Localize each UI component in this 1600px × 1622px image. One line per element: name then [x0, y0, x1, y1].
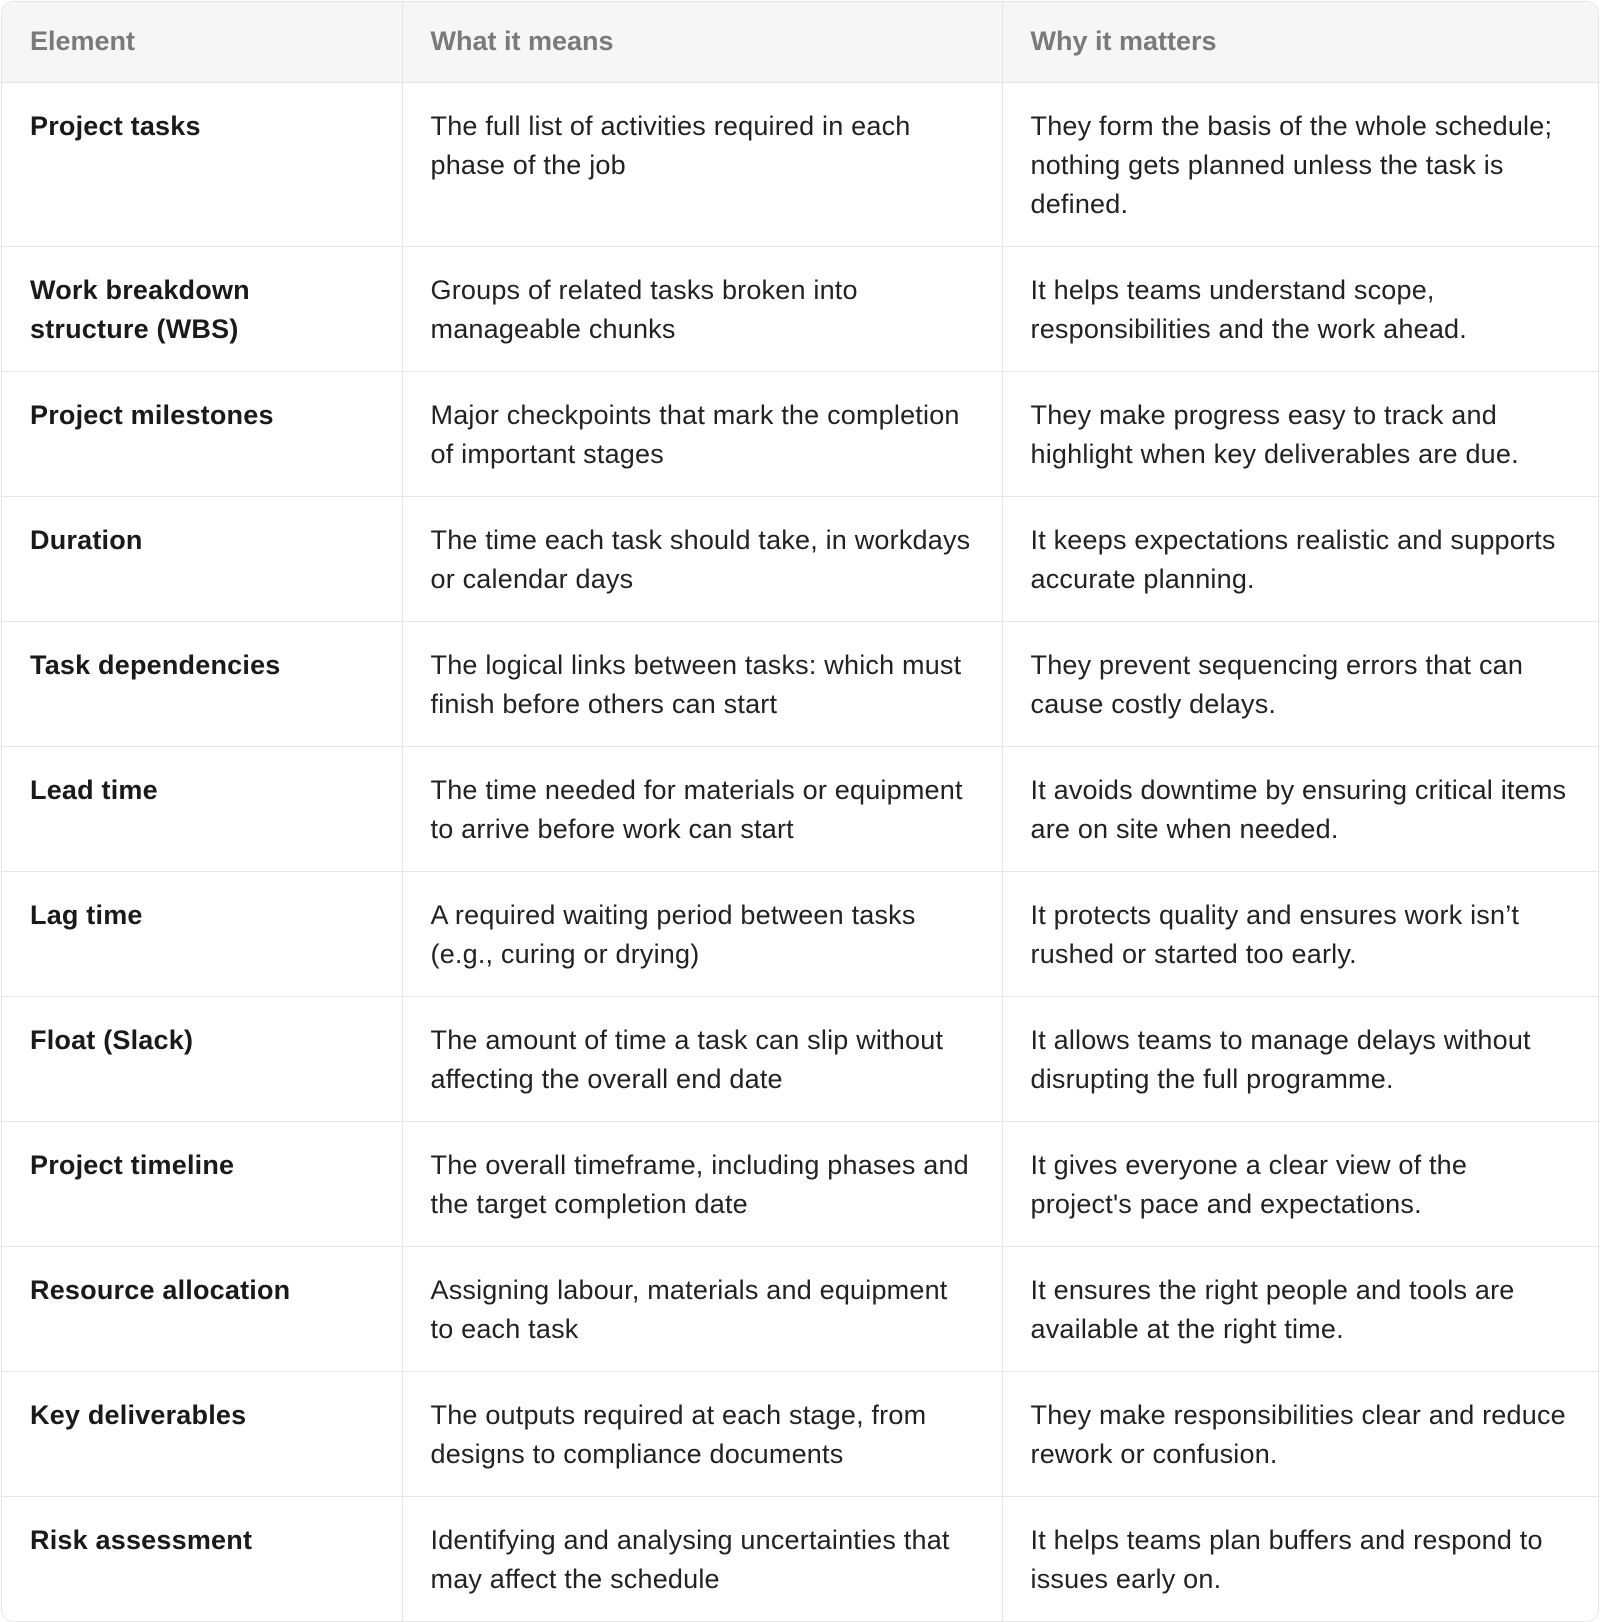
header-what-it-means: What it means: [402, 2, 1002, 82]
table-body: [2, 82, 1598, 1621]
element-cell: Resource allocation: [2, 1246, 402, 1371]
schedule-elements-table-container: [1, 1, 1599, 1622]
element-cell: Work breakdown structure (WBS): [2, 246, 402, 371]
element-cell: Project milestones: [2, 371, 402, 496]
table-row: [2, 82, 1598, 246]
element-cell: Float (Slack): [2, 996, 402, 1121]
table-row: [2, 371, 1598, 496]
why-cell: It keeps expectations realistic and supports accurate planning.: [1002, 496, 1598, 621]
why-cell: They make progress easy to track and highlight when key deliverables are due.: [1002, 371, 1598, 496]
header-element: Element: [2, 2, 402, 82]
meaning-cell: The full list of activities required in each phase of the job: [402, 82, 1002, 246]
meaning-cell: Assigning labour, materials and equipment to each task: [402, 1246, 1002, 1371]
table-row: [2, 871, 1598, 996]
header-why-it-matters: Why it matters: [1002, 2, 1598, 82]
why-cell: They prevent sequencing errors that can cause costly delays.: [1002, 621, 1598, 746]
meaning-cell: The outputs required at each stage, from designs to compliance documents: [402, 1371, 1002, 1496]
meaning-cell: The overall timeframe, including phases and the target completion date: [402, 1121, 1002, 1246]
element-cell: Lag time: [2, 871, 402, 996]
meaning-cell: The amount of time a task can slip without affecting the overall end date: [402, 996, 1002, 1121]
table-row: [2, 1371, 1598, 1496]
table-row: [2, 1246, 1598, 1371]
why-cell: It gives everyone a clear view of the project's pace and expectations.: [1002, 1121, 1598, 1246]
element-cell: Task dependencies: [2, 621, 402, 746]
why-cell: It protects quality and ensures work isn’t rushed or started too early.: [1002, 871, 1598, 996]
why-cell: It helps teams understand scope, responsibilities and the work ahead.: [1002, 246, 1598, 371]
table-row: [2, 1121, 1598, 1246]
why-cell: It helps teams plan buffers and respond to issues early on.: [1002, 1496, 1598, 1621]
schedule-elements-table: [2, 2, 1598, 1621]
element-cell: Lead time: [2, 746, 402, 871]
element-cell: Project timeline: [2, 1121, 402, 1246]
why-cell: It avoids downtime by ensuring critical items are on site when needed.: [1002, 746, 1598, 871]
element-cell: Duration: [2, 496, 402, 621]
meaning-cell: The time each task should take, in workdays or calendar days: [402, 496, 1002, 621]
table-row: [2, 746, 1598, 871]
meaning-cell: Identifying and analysing uncertainties that may affect the schedule: [402, 1496, 1002, 1621]
table-row: [2, 1496, 1598, 1621]
table-row: [2, 996, 1598, 1121]
element-cell: Project tasks: [2, 82, 402, 246]
meaning-cell: Major checkpoints that mark the completion of important stages: [402, 371, 1002, 496]
table-header: [2, 2, 1598, 82]
element-cell: Key deliverables: [2, 1371, 402, 1496]
element-cell: Risk assessment: [2, 1496, 402, 1621]
meaning-cell: Groups of related tasks broken into manageable chunks: [402, 246, 1002, 371]
meaning-cell: The time needed for materials or equipment to arrive before work can start: [402, 746, 1002, 871]
meaning-cell: The logical links between tasks: which must finish before others can start: [402, 621, 1002, 746]
why-cell: It ensures the right people and tools are available at the right time.: [1002, 1246, 1598, 1371]
why-cell: They make responsibilities clear and reduce rework or confusion.: [1002, 1371, 1598, 1496]
why-cell: It allows teams to manage delays without disrupting the full programme.: [1002, 996, 1598, 1121]
table-row: [2, 621, 1598, 746]
table-row: [2, 246, 1598, 371]
meaning-cell: A required waiting period between tasks (e.g., curing or drying): [402, 871, 1002, 996]
table-row: [2, 496, 1598, 621]
header-row: [2, 2, 1598, 82]
why-cell: They form the basis of the whole schedule; nothing gets planned unless the task is defined.: [1002, 82, 1598, 246]
